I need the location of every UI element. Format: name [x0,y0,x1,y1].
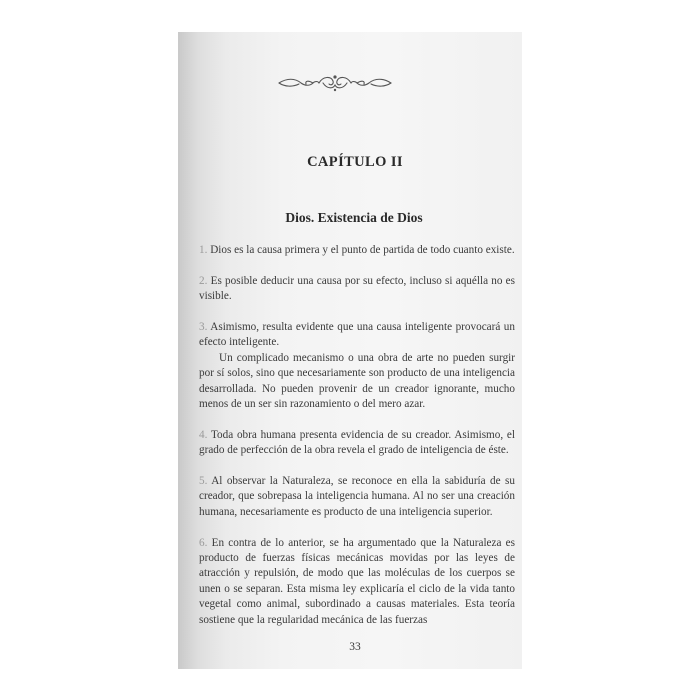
paragraph-number: 2. [199,274,208,287]
paragraph-text: Es posible deducir una causa por su efecto, incluso si aquélla no es visible. [199,274,515,303]
page-number: 33 [349,641,361,653]
book-page [178,32,522,669]
chapter-title: CAPÍTULO II [307,154,403,170]
paragraph-number: 3. [199,321,208,333]
body-text [199,243,515,643]
section-title: Dios. Existencia de Dios [285,210,423,225]
paragraph-2 [199,274,515,305]
paragraph-text: Al observar la Naturaleza, se reconoce en ella la sabiduría de su creador, que sobrepasa la inteligencia humana. Al no ser una creación humana, necesariamente es producto de una inteligencia superior. [199,475,515,518]
paragraph-4 [199,428,515,459]
paragraph-number: 6. [199,536,208,549]
paragraph-1 [199,243,515,258]
paragraph-text: Asimismo, resulta evidente que una causa inteligente provocará un efecto inteligente. [199,321,515,349]
paragraph-5 [199,474,515,520]
paragraph-3 [199,320,515,412]
paragraph-number: 4. [199,428,208,441]
paragraph-text: Toda obra humana presenta evidencia de su creador. Asimismo, el grado de perfección de la obra revela el grado de inteligencia de éste. [199,428,515,457]
paragraph-number: 5. [199,475,208,488]
paragraph-number: 1. [199,244,208,256]
decorative-flourish-icon [275,72,395,94]
paragraph-text: En contra de lo anterior, se ha argumentado que la Naturaleza es producto de fuerzas físicas mecánicas movidas por las leyes de atracción y repulsión, de modo que las moléculas de los cuerpos se unen o se separan. Esta misma ley explicaría el ciclo de la vida tanto vegetal como animal, subordinado a causas materiales. Esta teoría sostiene que la regularidad mecánica de las fuerzas [199,536,516,626]
paragraph-text: Dios es la causa primera y el punto de partida de todo cuanto existe. [210,244,515,256]
paragraph-6 [199,536,515,628]
paragraph-continuation: Un complicado mecanismo o una obra de arte no pueden surgir por sí solos, sino que necesariamente son producto de una inteligencia desarrollada. No pueden provenir de un creador ignorante, mucho menos de un ser sin razonamiento o del mero azar. [199,351,515,411]
